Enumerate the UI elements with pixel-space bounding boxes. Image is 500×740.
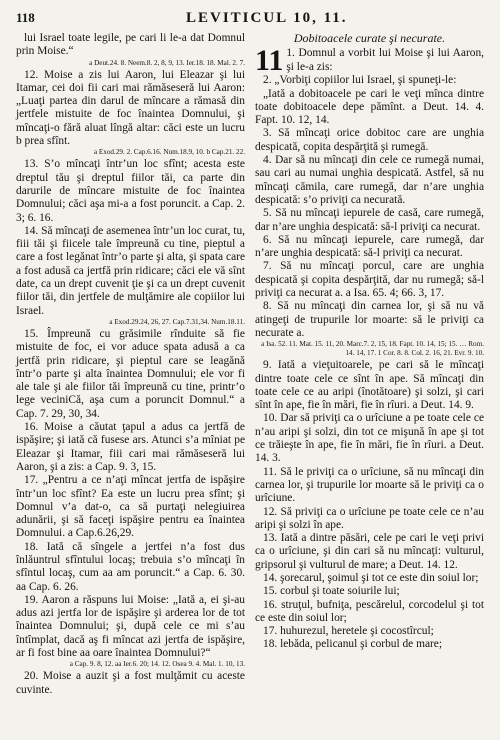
right-column bbox=[255, 32, 484, 697]
verse-paragraph: 1. Domnul a vorbit lui Moise şi lui Aaron, şi le-a zis: bbox=[286, 47, 484, 73]
verse-paragraph: 12. Moise a zis lui Aaron, lui Eleazar şi lui Itamar, cei doi fii cari mai rămăseseră lui Aaron: „Luaţi partea din darul de mîncare a rămasă din jertfele mistuite de foc înaintea Domnului, şi mîncaţi-o fără aluat lîngă altar: căci este un lucru b prea sfînt. bbox=[16, 68, 245, 148]
verse-paragraph: 13. Iată a dintre păsări, cele pe cari le veţi privi ca o urîciune, şi din cari să nu mîncaţi: vulturul, gripsorul şi vulturul de mare; a Deut. 14. 12. bbox=[255, 532, 484, 571]
verse-paragraph: 19. Aaron a răspuns lui Moise: „Iată a, ei şi-au adus azi jertfa lor de ispăşire şi arderea lor de tot înaintea Domnului; şi, după cele ce mi s’au întîmplat, dacă aş fi mîncat azi jertfa de ispăşire, ar fi fost bine aa oare înaintea Domnului?“ bbox=[16, 593, 245, 660]
verse-paragraph: 11. Să le priviţi ca o urîciune, să nu mîncaţi din carnea lor, şi trupurile lor moarte să le priviţi ca o urîciune. bbox=[255, 465, 484, 505]
left-column bbox=[16, 32, 245, 697]
verse-paragraph: „Iată a dobitoacele pe cari le veţi mînca dintre toate dobitoacele depe pămînt. a Deut. 14. 4. Fapt. 10. 12, 14. bbox=[255, 87, 484, 127]
verse-paragraph: 9. Iată a vieţuitoarele, pe cari să le mîncaţi dintre toate cele ce sînt în ape. Să mîncaţi din toate cele ce au aripi (înotătoare) şi solzi, şi cari sînt în ape, fie în mări, fie în rîuri. a Deut. 14. 9. bbox=[255, 359, 484, 412]
verse-paragraph: 15. corbul şi toate soiurile lui; bbox=[263, 585, 400, 598]
verse-paragraph: 16. Moise a căutat ţapul a adus ca jertfă de ispăşire; şi iată că fusese ars. Atunci s’a mîniat pe Eleazar şi Itamar, fiii cari mai rămăseseră lui Aaron, şi a zis: a Cap. 9. 3, 15. bbox=[16, 421, 245, 473]
text-columns bbox=[16, 32, 484, 697]
cross-reference: a Cap. 9. 8, 12. aa Ier.6. 20; 14. 12. Osea 9. 4. Mal. 1. 10, 13. bbox=[69, 660, 245, 669]
verse-paragraph: 18. Iată că sîngele a jertfei n’a fost dus înlăuntrul sfîntului locaş; trebuia s’o mîncaţi în sfîntul locaş, cum aa am poruncit.“ a Cap. 6. 30. aa Cap. 6. 26. bbox=[16, 540, 245, 593]
section-heading: Dobitoacele curate şi necurate. bbox=[293, 31, 446, 45]
verse-paragraph: 17. huhurezul, heretele şi cocostîrcul; bbox=[263, 625, 434, 638]
chapter-number: 11 bbox=[255, 44, 284, 78]
page-header bbox=[16, 10, 484, 30]
verse-paragraph: 14. Să mîncaţi de asemenea într’un loc curat, tu, fiii tăi şi fiicele tale împreună cu tine, pieptul a care a fost legănat într’o parte şi alta, şi spata care a fost adusă ca jertfă prin ridicare; căci ele vă sînt date, ca un drept cuvenit ţie şi ca un drept cuvenit fiilor tăi, din jertfele de mulţămire ale copiilor lui Israel. bbox=[16, 224, 245, 317]
running-title: LEVITICUL 10, 11. bbox=[186, 10, 348, 26]
verse-paragraph: lui Israel toate legile, pe cari li le-a dat Domnul prin Moise.“ bbox=[16, 32, 245, 58]
verse-paragraph: 17. „Pentru a ce n’aţi mîncat jertfa de ispăşire într’un loc sfînt? Ea este un lucru prea sfînt; şi Domnul v’a dat-o, ca să purtaţi nelegiuirea adunării, şi să faceţi ispăşire pentru ea înaintea Domnului. a Cap.6.26,29. bbox=[16, 474, 245, 540]
verse-paragraph: 2. „Vorbiţi copiilor lui Israel, şi spuneţi-le: bbox=[263, 74, 457, 87]
verse-paragraph: 3. Să mîncaţi orice dobitoc care are unghia despicată, copita despărţită şi rumegă. bbox=[255, 127, 484, 153]
verse-paragraph: 15. Împreună cu grăsimile rînduite să fie mistuite de foc, ei vor aduce spata adusă a ca jertfă prin ridicare, şi pieptul care se leagănă într’o parte şi alta înaintea Domnului; ele vor fi ale tale şi ale fiilor tăi împreună cu tine, printr’o lege veciniCă, aşa cum a poruncit Domnul.“ a Cap. 7. 29, 30, 34. bbox=[16, 327, 245, 420]
verse-paragraph: 6. Să nu mîncaţi iepurele, care rumegă, dar n’are unghia despicată: să-l priviţi ca necurat. bbox=[255, 233, 484, 260]
chapter-start bbox=[255, 44, 484, 78]
cross-reference: a Isa. 52. 11. Mat. 15. 11, 20. Marc.7. 2, 15, 18. Fapt. 10. 14, 15; 15. … Rom. 14. 14, 17. 1 Cor. 8. 8. Col. 2. 16, 21. Evr. 9. 10. bbox=[261, 340, 484, 358]
verse-paragraph: 14. şorecarul, şoimul şi tot ce este din soiul lor; bbox=[263, 571, 479, 584]
verse-paragraph: 7. Să nu mîncaţi porcul, care are unghia despicată şi copita despărţită, dar nu rumegă; să-l priviţi ca necurat a. a Isa. 65. 4; 66. 3, 17. bbox=[255, 260, 484, 300]
cross-reference: a Exod.29.24, 26, 27. Cap.7.31,34. Num.18.11. bbox=[109, 317, 245, 326]
verse-paragraph: 16. struţul, bufniţa, pescărelul, corcodelul şi tot ce este din soiul lor; bbox=[255, 598, 484, 624]
verse-paragraph: 4. Dar să nu mîncaţi din cele ce rumegă numai, sau cari au numai unghia despicată. Astfel, să nu mîncaţi cămila, care rumegă, dar n’are unghia despicată: s’o priviţi ca necurată. bbox=[255, 154, 484, 206]
cross-reference: a Exod.29. 2. Cap.6.16. Num.18.9, 10. b Cap.21. 22. bbox=[93, 148, 245, 157]
verse-paragraph: 12. Să priviţi ca o urîciune pe toate cele ce n’au aripi şi solzi în ape. bbox=[255, 505, 484, 531]
cross-reference: a Deut.24. 8. Neem.8. 2, 8, 9, 13. Ier.18. 18. Mal. 2. 7. bbox=[89, 58, 245, 67]
page-number: 118 bbox=[16, 10, 35, 25]
verse-paragraph: 5. Să nu mîncaţi iepurele de casă, care rumegă, dar n’are unghia despicată: să-l priviţi ca necurat. bbox=[255, 207, 484, 233]
verse-paragraph: 8. Să nu mîncaţi din carnea lor, şi să nu vă atingeţi de trupurile lor moarte: să le priviţi ca necurate a. bbox=[255, 300, 484, 339]
verse-paragraph: 10. Dar să priviţi ca o urîciune a pe toate cele ce n’au aripi şi solzi, din tot ce mişună în ape şi tot ce trăieşte în ape, fie în mări, fie în rîuri. a Deut. 14. 3. bbox=[255, 412, 484, 465]
verse-paragraph: 20. Moise a auzit şi a fost mulţămit cu aceste cuvinte. bbox=[16, 670, 245, 696]
verse-paragraph: 18. lebăda, pelicanul şi corbul de mare; bbox=[263, 638, 443, 651]
verse-paragraph: 13. S’o mîncaţi într’un loc sfînt; acesta este dreptul tău şi dreptul fiilor tăi, ca parte din darurile de mîncare mistuite de foc înaintea Domnului; căci aşa mi-a a fost poruncit. a Cap. 2. 3; 6. 16. bbox=[16, 158, 245, 224]
